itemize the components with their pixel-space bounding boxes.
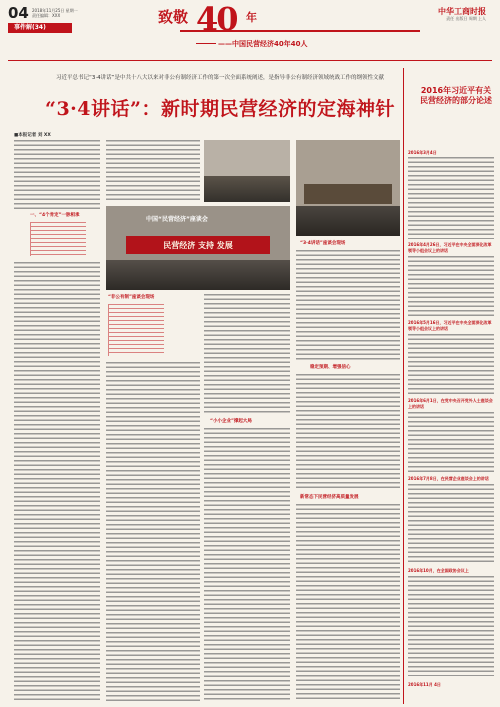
pull-quote-2 — [108, 304, 164, 356]
top-rule — [8, 60, 492, 61]
column-label: 事件解(34) — [14, 24, 46, 31]
sidebar-text — [408, 334, 494, 394]
top-right-photo — [204, 140, 290, 202]
sidebar-entry: 2016年11月 4日 — [408, 682, 441, 687]
article-byline: ■本报记者 刘 XX — [14, 133, 51, 138]
header-date: 2018年11月25日 星期一 — [32, 8, 78, 13]
photo-label: 中国“民营经济”座谈会 — [146, 216, 208, 223]
header-editor: 责任编辑：XXX — [32, 13, 61, 18]
photo-banner — [126, 236, 270, 254]
second-photo-people — [296, 206, 400, 236]
sidebar-text — [408, 576, 494, 676]
logo-dash — [196, 43, 216, 44]
logo-zhijing: 致敬 — [158, 8, 189, 26]
second-photo-table — [304, 184, 392, 204]
sidebar-text — [408, 484, 494, 564]
page-header — [0, 0, 500, 58]
sidebar-entry: 2016年7月8日，在民营企业座谈会上的讲话 — [408, 476, 489, 481]
body-text-col4-a — [296, 250, 400, 360]
logo-subtitle: ——中国民营经济40年40人 — [218, 40, 308, 48]
logo-nian: 年 — [246, 11, 257, 24]
body-text-col4-b — [296, 374, 400, 490]
photo-people-row — [106, 260, 290, 290]
second-photo — [296, 140, 400, 236]
section-heading-2: “小小企业”撑起大局 — [210, 419, 252, 424]
page-number: 04 — [8, 4, 29, 22]
section-heading-4: 新常态下民营经济高质量发展 — [300, 495, 359, 500]
photo-caption: “3·4讲话”座谈会现场 — [300, 241, 346, 246]
article-subheadline: 习近平总书记“3·4讲话”是中共十八大以来对非公有制经济工作的第一次全面系统阐述，是指导非公有制经济领域统战工作的纲领性文献 — [56, 75, 384, 81]
body-text-col1-bottom — [14, 262, 100, 702]
sidebar-divider — [403, 68, 404, 704]
newspaper-date: 责任 出版日 周期 上人 — [446, 16, 486, 21]
body-text-col1-top — [14, 140, 100, 210]
logo-40: 40 — [196, 0, 237, 38]
newspaper-logo: 中华工商时报 — [438, 7, 486, 16]
section-heading-1: 一、“4个肯定”一脉相承 — [30, 213, 80, 218]
sidebar-title: 2016年习近平有关民营经济的部分论述 — [420, 86, 492, 105]
body-text-col3-top — [204, 294, 290, 414]
body-text-col3-bottom — [204, 428, 290, 702]
body-text-col2-bottom — [106, 362, 200, 702]
body-text-col4-c — [296, 504, 400, 702]
sidebar-text — [408, 412, 494, 472]
sidebar-entry: 2016年10月，在全国政协会议上 — [408, 568, 469, 573]
sidebar-entry: 2016年3月4日 — [408, 150, 437, 155]
sidebar-entry: 2016年6月1日，在党中央召开党外人士座谈会上的讲话 — [408, 398, 493, 409]
article-title: “3·4讲话”：新时期民营经济的定海神针 — [45, 98, 395, 120]
column-label-bar — [8, 23, 72, 33]
pull-quote-1 — [30, 222, 86, 256]
sidebar-text — [408, 256, 494, 316]
body-text-col2-top — [106, 140, 200, 200]
section-heading-3: 稳定预期、增强信心 — [310, 365, 351, 370]
sidebar-text — [408, 157, 494, 239]
photo-banner-text: 民营经济 支持 发展 — [163, 240, 233, 250]
sidebar-entry: 2016年4月26日，习近平在中央全面深化改革领导小组会议上的讲话 — [408, 242, 492, 253]
main-photo — [106, 206, 290, 290]
sidebar-entry: 2016年5月16日，习近平在中央全面深化改革领导小组会议上的讲话 — [408, 320, 492, 331]
second-photo-caption: “非公有制”座谈会现场 — [108, 295, 155, 300]
top-right-photo-people — [204, 176, 290, 202]
